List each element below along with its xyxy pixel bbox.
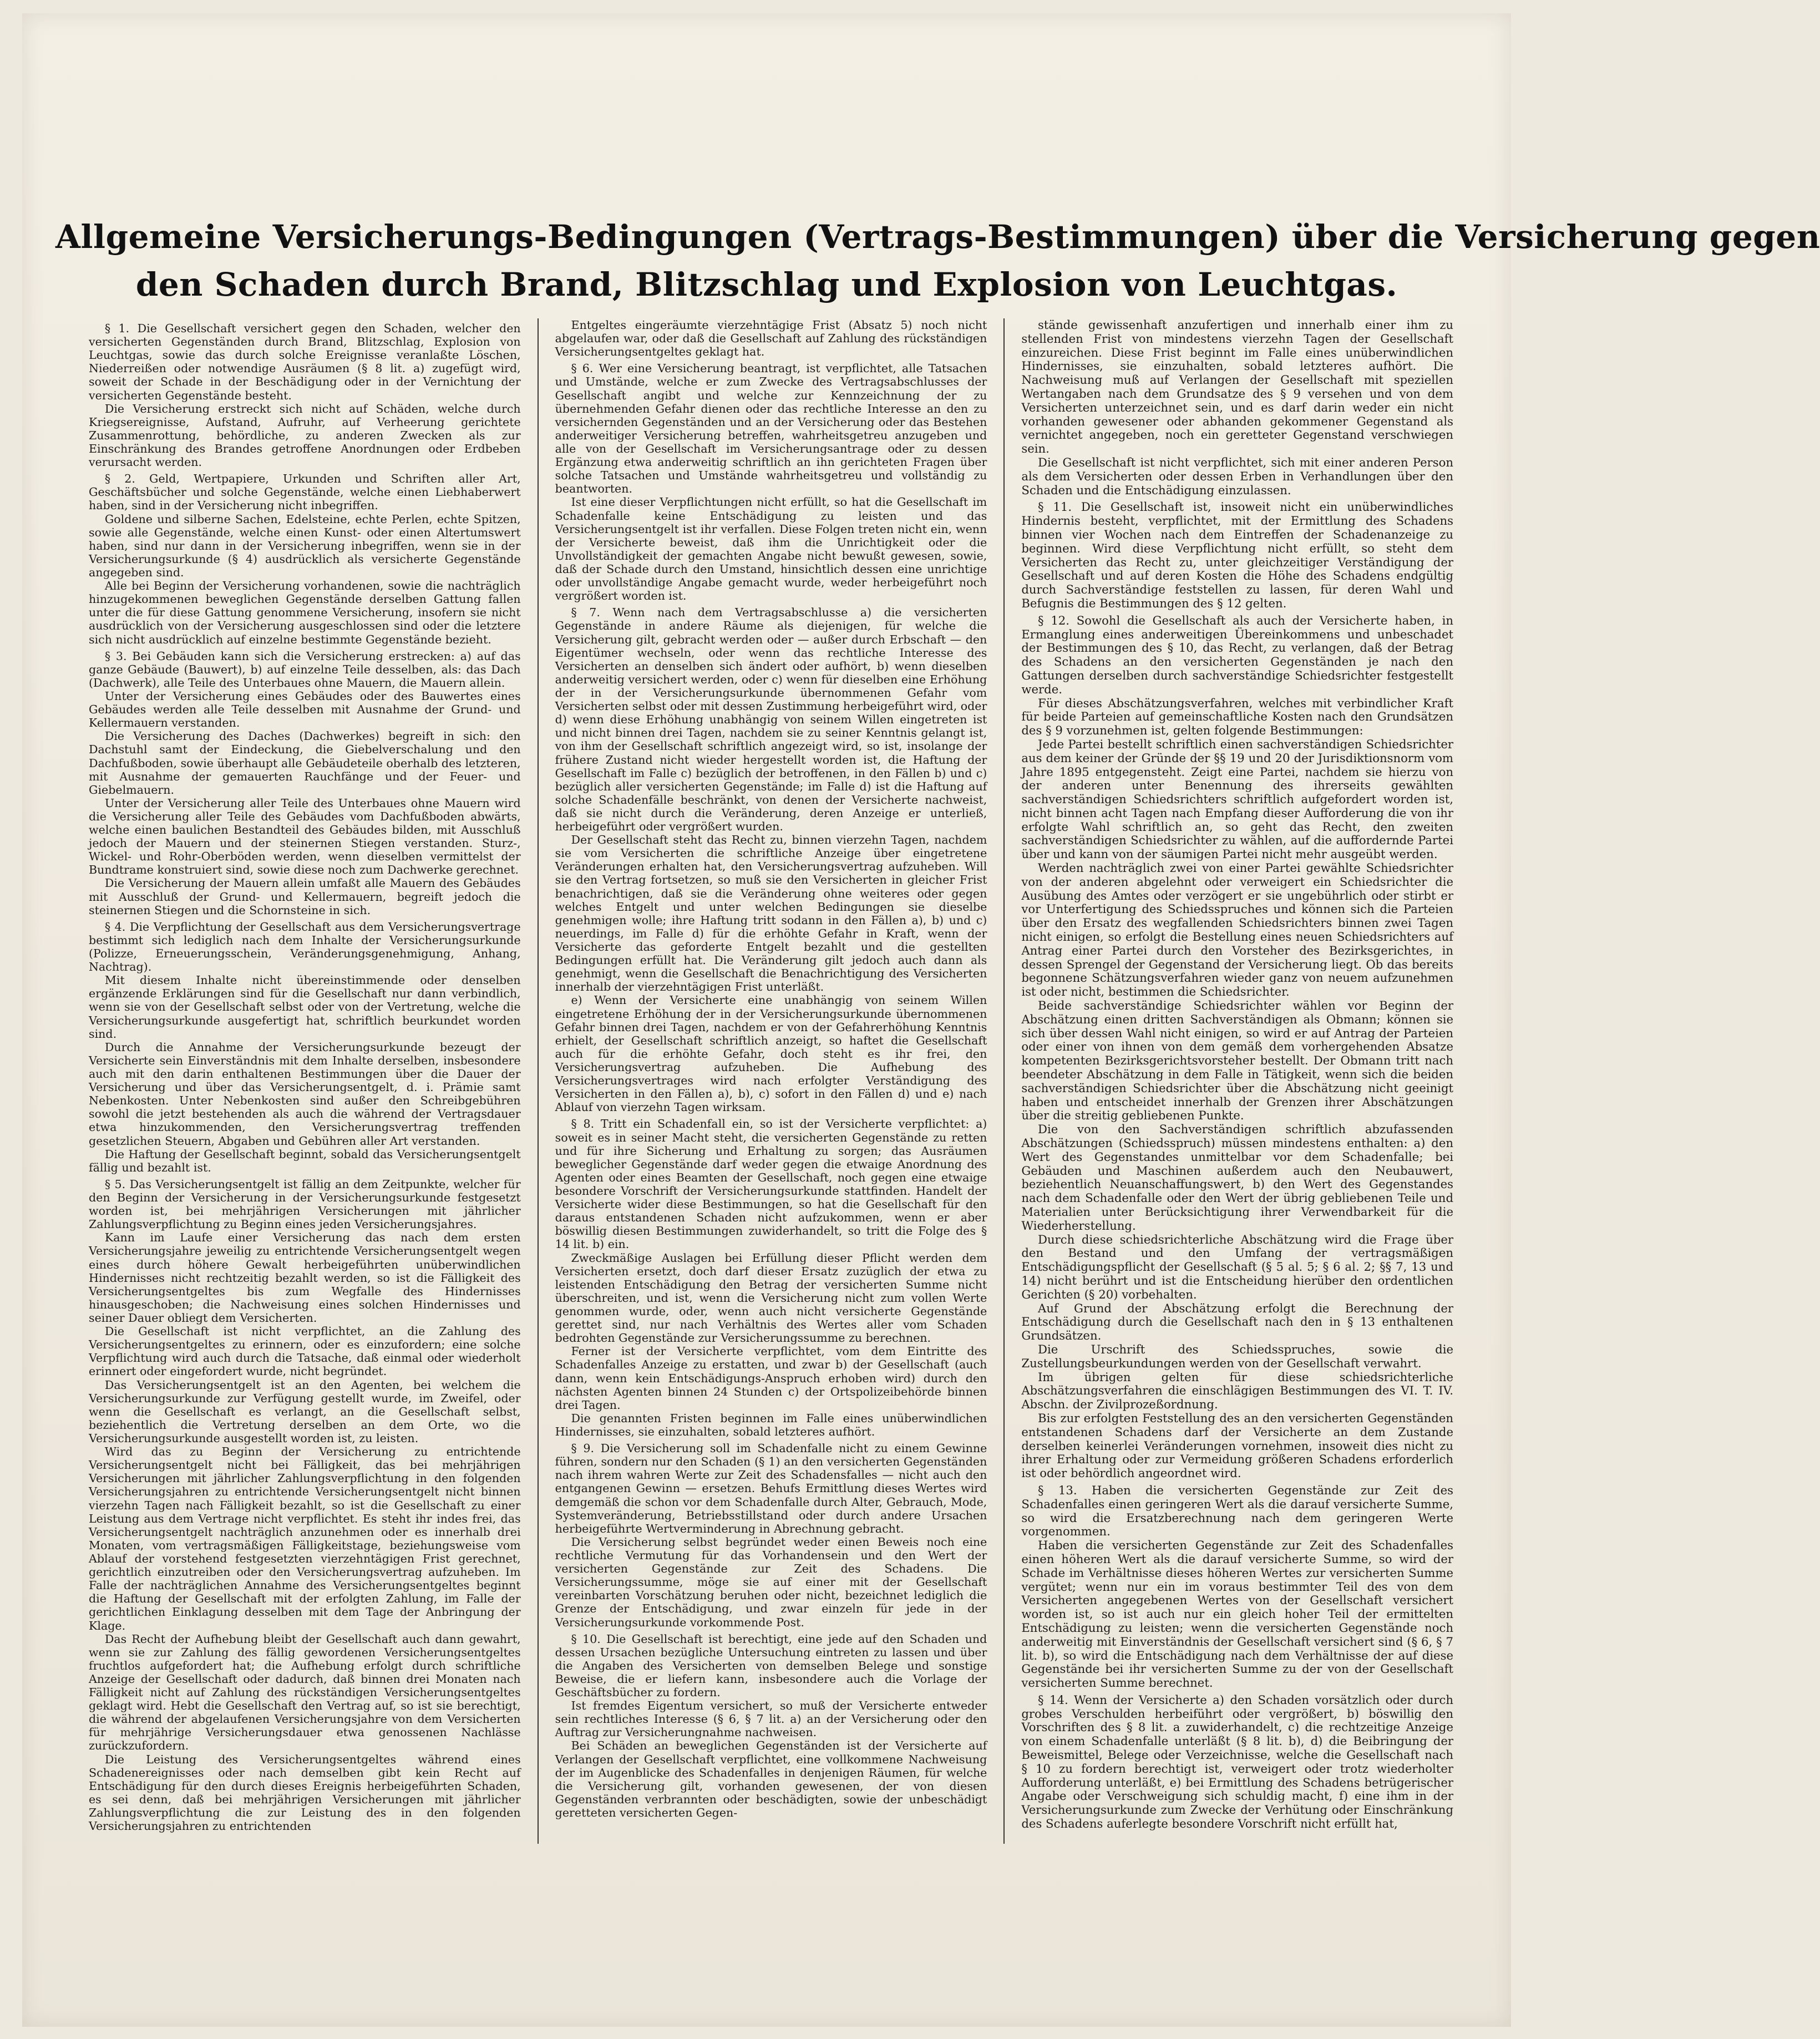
text-column-right — [1003, 318, 1470, 1844]
paragraph: e) Wenn der Versicherte eine unabhängig von seinem Willen eingetretene Erhöhung der in der Versicherungsurkunde übernommenen Gefahr binnen drei Tagen, nachdem er von der Gefahrerhöhung Kenntnis erhielt, der Gesellschaft schriftlich anzeigt, so haftet die Gesellschaft auch für die erhöhte Gefahr, doch steht es ihr frei, den Versicherungsvertrag aufzuheben. Die Aufhebung des Versicherungsvertrages wird nach erfolgter Verständigung des Versicherten in den Fällen a), b), c) sofort in den Fällen d) und e) nach Ablauf von vierzehn Tagen wirksam. — [555, 993, 987, 1114]
paragraph: Die Versicherung der Mauern allein umfaßt alle Mauern des Gebäudes mit Ausschluß der Grund- und Kellermauern, begreift jedoch die steinernen Stiegen und die Schornsteine in sich. — [89, 876, 521, 917]
paragraph: § 13. Haben die versicherten Gegenstände zur Zeit des Schadenfalles einen geringeren Wert als die darauf versicherte Summe, so wird die Ersatzberechnung nach dem geringeren Werte vorgenommen. — [1021, 1483, 1454, 1539]
paragraph: Kann im Laufe einer Versicherung das nach dem ersten Versicherungsjahre jeweilig zu entrichtende Versicherungsentgelt wegen eines durch höhere Gewalt herbeigeführten unüberwindlichen Hindernisses nicht rechtzeitig bezahlt werden, so ist die Fälligkeit des Versicherungsentgeltes bis zum Wegfalle des Hindernisses hinausgeschoben; die Nachweisung eines solchen Hindernisses und seiner Dauer obliegt dem Versicherten. — [89, 1231, 521, 1325]
paragraph: Die Leistung des Versicherungsentgeltes während eines Schadenereignisses oder nach demselben gibt kein Recht auf Entschädigung für den durch dieses Ereignis herbeigeführten Schaden, es sei denn, daß bei mehrjährigen Versicherungen mit jährlicher Zahlungsverpflichtung die zur Leistung des in den folgenden Versicherungsjahren zu entrichtenden — [89, 1752, 521, 1833]
paragraph: § 14. Wenn der Versicherte a) den Schaden vorsätzlich oder durch grobes Verschulden herbeiführt oder vergrößert, b) böswillig den Vorschriften des § 8 lit. a zuwiderhandelt, c) die rechtzeitige Anzeige von einem Schadenfalle unterläßt (§ 8 lit. b), d) die Beibringung der Beweismittel, Belege oder Verzeichnisse, welche die Gesellschaft nach § 10 zu fordern berechtigt ist, verweigert oder trotz wiederholter Aufforderung unterläßt, e) bei Ermittlung des Schadens betrügerischer Angabe oder Verschweigung sich schuldig macht, f) eine ihm in der Versicherungsurkunde zum Zwecke der Verhütung oder Einschränkung des Schadens auferlegte besondere Vorschrift nicht erfüllt hat, — [1021, 1692, 1454, 1831]
paragraph: Der Gesellschaft steht das Recht zu, binnen vierzehn Tagen, nachdem sie vom Versicherten die schriftliche Anzeige über eingetretene Veränderungen erhalten hat, den Versicherungsvertrag aufzuheben. Will sie den Vertrag fortsetzen, so muß sie den Versicherten in gleicher Frist benachrichtigen, daß sie die Veränderung ohne weiteres oder gegen welches Entgelt und unter welchen Bedingungen sie dieselbe genehmigen wolle; ihre Haftung tritt sodann in den Fällen a), b) und c) neuerdings, im Falle d) für die erhöhte Gefahr in Kraft, wenn der Versicherte das geforderte Entgelt bezahlt und die gestellten Bedingungen erfüllt hat. Die Veränderung gilt jedoch auch dann als genehmigt, wenn die Gesellschaft die Benachrichtigung des Versicherten innerhalb der vierzehntägigen Frist unterläßt. — [555, 833, 987, 994]
paragraph: § 11. Die Gesellschaft ist, insoweit nicht ein unüberwindliches Hindernis besteht, verpflichtet, mit der Ermittlung des Schadens binnen vier Wochen nach dem Eintreffen der Schadenanzeige zu beginnen. Wird diese Verpflichtung nicht erfüllt, so steht dem Versicherten das Recht zu, unter gleichzeitiger Verständigung der Gesellschaft und auf deren Kosten die Höhe des Schadens endgültig durch Sachverständige feststellen zu lassen, für deren Wahl und Befugnis die Bestimmungen des § 12 gelten. — [1021, 500, 1454, 610]
paragraph: § 7. Wenn nach dem Vertragsabschlusse a) die versicherten Gegenstände in andere Räume als diejenigen, für welche die Versicherung gilt, gebracht werden oder — außer durch Erbschaft — den Eigentümer wechseln, oder wenn das rechtliche Interesse des Versicherten an denselben sich ändert oder aufhört, b) wenn dieselben anderweitig versichert werden, oder c) wenn für dieselben eine Erhöhung der in der Versicherungsurkunde übernommenen Gefahr vom Versicherten selbst oder mit dessen Zustimmung herbeigeführt wird, oder d) wenn diese Erhöhung unabhängig von seinem Willen eingetreten ist und nicht binnen drei Tagen, nachdem sie zu seiner Kenntnis gelangt ist, von ihm der Gesellschaft schriftlich angezeigt wird, so ist, insolange der frühere Zustand nicht wieder hergestellt worden ist, die Haftung der Gesellschaft im Falle c) bezüglich der betroffenen, in den Fällen b) und c) bezüglich aller versicherten Gegenstände; im Falle d) ist die Haftung auf solche Schadenfälle beschränkt, von denen der Versicherte nachweist, daß sie nicht durch die Veränderung, deren Anzeige er unterließ, herbeigeführt oder vergrößert wurden. — [555, 606, 987, 834]
paragraph: § 10. Die Gesellschaft ist berechtigt, eine jede auf den Schaden und dessen Ursachen bezügliche Untersuchung eintreten zu lassen und über die Angaben des Versicherten von demselben Belege und sonstige Beweise, die er liefern kann, insbesondere auch die Vorlage der Geschäftsbücher zu fordern. — [555, 1632, 987, 1700]
text-column-middle — [538, 318, 1004, 1844]
text-column-left — [72, 318, 538, 1844]
paragraph: Goldene und silberne Sachen, Edelsteine, echte Perlen, echte Spitzen, sowie alle Gegenstände, welche einen Kunst- oder einen Altertumswert haben, sind nur dann in der Versicherung inbegriffen, wenn sie in der Versicherungsurkunde (§ 4) ausdrücklich als versicherte Gegenstände angegeben sind. — [89, 512, 521, 579]
paragraph: Die genannten Fristen beginnen im Falle eines unüberwindlichen Hindernisses, sie einzuhalten, sobald letzteres aufhört. — [555, 1411, 987, 1438]
paragraph: § 4. Die Verpflichtung der Gesellschaft aus dem Versicherungsvertrage bestimmt sich lediglich nach dem Inhalte der Versicherungsurkunde (Polizze, Erneuerungsschein, Veränderungsgenehmigung, Anhang, Nachtrag). — [89, 920, 521, 974]
paragraph: Zweckmäßige Auslagen bei Erfüllung dieser Pflicht werden dem Versicherten ersetzt, doch darf dieser Ersatz zuzüglich der etwa zu leistenden Entschädigung den Betrag der versicherten Summe nicht überschreiten, und ist, wenn die Versicherung nicht zum vollen Werte genommen wurde, oder, wenn auch nicht versicherte Gegenstände gerettet sind, nur nach Verhältnis des Wertes aller vom Schaden bedrohten Gegenstände zur Versicherungssumme zu berechnen. — [555, 1251, 987, 1345]
paragraph: Wird das zu Beginn der Versicherung zu entrichtende Versicherungsentgelt nicht bei Fälligkeit, das bei mehrjährigen Versicherungen mit jährlicher Zahlungsverpflichtung in den folgenden Versicherungsjahren zu entrichtende Versicherungsentgelt nicht binnen vierzehn Tagen nach Fälligkeit bezahlt, so ist die Gesellschaft zu einer Leistung aus dem Vertrage nicht verpflichtet. Es steht ihr indes frei, das Versicherungsentgelt nachträglich anzunehmen oder es innerhalb drei Monaten, vom vertragsmäßigen Fälligkeitstage, beziehungsweise vom Ablauf der vorstehend festgesetzten vierzehntägigen Frist gerechnet, gerichtlich einzutreiben oder den Versicherungsvertrag aufzuheben. Im Falle der nachträglichen Annahme des Versicherungsentgeltes beginnt die Haftung der Gesellschaft mit der erfolgten Zahlung, im Falle der gerichtlichen Einklagung desselben mit dem Tage der Anbringung der Klage. — [89, 1445, 521, 1632]
paragraph: Alle bei Beginn der Versicherung vorhandenen, sowie die nachträglich hinzugekommenen beweglichen Gegenstände derselben Gattung fallen unter die für diese Gattung genommene Versicherung, insofern sie nicht ausdrücklich von der Versicherung ausgeschlossen sind oder die letztere sich nicht ausdrücklich auf einzelne bestimmte Gegenstände bezieht. — [89, 579, 521, 646]
paragraph: stände gewissenhaft anzufertigen und innerhalb einer ihm zu stellenden Frist von mindestens vierzehn Tagen der Gesellschaft einzureichen. Diese Frist beginnt im Falle eines unüberwindlichen Hindernisses, sie einzuhalten, sobald letzteres aufhört. Die Nachweisung muß auf Verlangen der Gesellschaft mit speziellen Wertangaben nach dem Grundsatze des § 9 versehen und von dem Versicherten unterzeichnet sein, und es darf darin weder ein nicht vorhanden gewesener oder abhanden gekommener Gegenstand als vernichtet angegeben, noch ein geretteter Gegenstand verschwiegen sein. — [1021, 318, 1454, 456]
paragraph: Die Versicherung des Daches (Dachwerkes) begreift in sich: den Dachstuhl samt der Eindeckung, die Giebelverschalung und den Dachfußboden, sowie überhaupt alle Gebäudeteile oberhalb des letzteren, mit Ausnahme der gemauerten Rauchfänge und der Feuer- und Giebelmauern. — [89, 729, 521, 797]
paragraph: Das Versicherungsentgelt ist an den Agenten, bei welchem die Versicherungsurkunde zur Verfügung gestellt wurde, im Zweifel, oder wenn die Gesellschaft es verlangt, an die Gesellschaft selbst, beziehentlich die Vertretung derselben an dem Orte, wo die Versicherungsurkunde ausgestellt worden ist, zu leisten. — [89, 1378, 521, 1445]
paragraph: Das Recht der Aufhebung bleibt der Gesellschaft auch dann gewahrt, wenn sie zur Zahlung des fällig gewordenen Versicherungsentgeltes fruchtlos aufgefordert hat; die Aufhebung erfolgt durch schriftliche Anzeige der Gesellschaft oder dadurch, daß binnen drei Monaten nach Fälligkeit nicht auf Zahlung des rückständigen Versicherungsentgeltes geklagt wird. Hebt die Gesellschaft den Vertrag auf, so ist sie berechtigt, die während der abgelaufenen Versicherungsjahre von dem Versicherten für mehrjährige Versicherungsdauer etwa genossenen Nachlässe zurückzufordern. — [89, 1632, 521, 1753]
paragraph: Durch die Annahme der Versicherungsurkunde bezeugt der Versicherte sein Einverständnis mit dem Inhalte derselben, insbesondere auch mit den darin enthaltenen Bestimmungen über die Dauer der Versicherung und über das Versicherungsentgelt, d. i. Prämie samt Nebenkosten. Unter Nebenkosten sind außer den Schreibgebühren sowohl die jetzt bestehenden als auch die während der Vertragsdauer etwa hinzukommenden, den Versicherungsvertrag treffenden gesetzlichen Steuern, Abgaben und Gebühren aller Art verstanden. — [89, 1040, 521, 1148]
paragraph: Ist eine dieser Verpflichtungen nicht erfüllt, so hat die Gesellschaft im Schadenfalle keine Entschädigung zu leisten und das Versicherungsentgelt ist ihr verfallen. Diese Folgen treten nicht ein, wenn der Versicherte beweist, daß ihm die Unrichtigkeit oder die Unvollständigkeit der gemachten Angabe nicht bewußt gewesen, sowie, daß der Schade durch den Umstand, hinsichtlich dessen eine unrichtige oder unvollständige Angabe gemacht wurde, weder herbeigeführt noch vergrößert worden ist. — [555, 495, 987, 603]
paragraph: Die Urschrift des Schiedsspruches, sowie die Zustellungsbeurkundungen werden von der Gesellschaft verwahrt. — [1021, 1342, 1454, 1370]
paragraph: Auf Grund der Abschätzung erfolgt die Berechnung der Entschädigung durch die Gesellschaft nach den in § 13 enthaltenen Grundsätzen. — [1021, 1301, 1454, 1343]
document-title — [55, 213, 1820, 308]
paragraph: Bis zur erfolgten Feststellung des an den versicherten Gegenständen entstandenen Schadens darf der Versicherte an dem Zustande derselben keinerlei Veränderungen vornehmen, insoweit dies nicht zu ihrer Erhaltung oder zur Vermeidung größeren Schadens erforderlich ist oder behördlich angeordnet wird. — [1021, 1411, 1454, 1480]
paragraph: Entgeltes eingeräumte vierzehntägige Frist (Absatz 5) noch nicht abgelaufen war, oder daß die Gesellschaft auf Zahlung des rückständigen Versicherungsentgeltes geklagt hat. — [555, 318, 987, 359]
paragraph: Unter der Versicherung eines Gebäudes oder des Bauwertes eines Gebäudes werden alle Teile desselben mit Ausnahme der Grund- und Kellermauern verstanden. — [89, 689, 521, 730]
paragraph: Beide sachverständige Schiedsrichter wählen vor Beginn der Abschätzung einen dritten Sachverständigen als Obmann; können sie sich über dessen Wahl nicht einigen, so wird er auf Antrag der Parteien oder einer von ihnen von dem gemäß dem vorhergehenden Absatze kompetenten Bezirksgerichtsvorsteher bestellt. Der Obmann tritt nach beendeter Abschätzung in dem Falle in Tätigkeit, wenn sich die beiden sachverständigen Schiedsrichter über die Abschätzung nicht geeinigt haben und entscheidet innerhalb der Grenzen ihrer Abschätzungen über die streitig gebliebenen Punkte. — [1021, 998, 1454, 1123]
text-columns — [72, 318, 1470, 1844]
paragraph: Durch diese schiedsrichterliche Abschätzung wird die Frage über den Bestand und den Umfang der vertragsmäßigen Entschädigungspflicht der Gesellschaft (§ 5 al. 5; § 6 al. 2; §§ 7, 13 und 14) nicht berührt und ist die Entscheidung hierüber den ordentlichen Gerichten (§ 20) vorbehalten. — [1021, 1232, 1454, 1301]
paragraph: Die Versicherung erstreckt sich nicht auf Schäden, welche durch Kriegsereignisse, Aufstand, Aufruhr, auf Verheerung gerichtete Zusammenrottung, behördliche, zu anderen Zwecken als zur Einschränkung des Brandes getroffene Anordnungen oder Erdbeben verursacht werden. — [89, 402, 521, 469]
paragraph: § 3. Bei Gebäuden kann sich die Versicherung erstrecken: a) auf das ganze Gebäude (Bauwert), b) auf einzelne Teile desselben, als: das Dach (Dachwerk), alle Teile des Unterbaues ohne Mauern, die Mauern allein. — [89, 649, 521, 689]
paragraph: Die Versicherung selbst begründet weder einen Beweis noch eine rechtliche Vermutung für das Vorhandensein und den Wert der versicherten Gegenstände zur Zeit des Schadens. Die Versicherungssumme, möge sie auf einer mit der Gesellschaft vereinbarten Vorschätzung beruhen oder nicht, bezeichnet lediglich die Grenze der Entschädigung, und zwar einzeln für jede in der Versicherungsurkunde vorkommende Post. — [555, 1535, 987, 1629]
title-line-1: Allgemeine Versicherungs-Bedingungen (Vertrags-Bestimmungen) über die Versicherung gegen — [55, 218, 1820, 256]
paragraph: Für dieses Abschätzungsverfahren, welches mit verbindlicher Kraft für beide Parteien auf gemeinschaftliche Kosten nach den Grundsätzen des § 9 vorzunehmen ist, gelten folgende Bestimmungen: — [1021, 696, 1454, 738]
paragraph: Unter der Versicherung aller Teile des Unterbaues ohne Mauern wird die Versicherung aller Teile des Gebäudes vom Dachfußboden abwärts, welche einen baulichen Bestandteil des Gebäudes bilden, mit Ausschluß jedoch der Mauern und der steinernen Stiegen verstanden. Sturz-, Wickel- und Rohr-Oberböden werden, wenn dieselben vermittelst der Bundtrame konstruiert sind, sowie diese noch zum Dachwerke gerechnet. — [89, 796, 521, 877]
document-sheet — [22, 13, 1820, 2027]
paragraph: Ferner ist der Versicherte verpflichtet, vom dem Eintritte des Schadenfalles Anzeige zu erstatten, und zwar b) der Gesellschaft (auch dann, wenn kein Entschädigungs-Anspruch erhoben wird) durch den nächsten Agenten binnen 24 Stunden c) der Ortspolizeibehörde binnen drei Tagen. — [555, 1345, 987, 1412]
paragraph: Mit diesem Inhalte nicht übereinstimmende oder denselben ergänzende Erklärungen sind für die Gesellschaft nur dann verbindlich, wenn sie von der Gesellschaft selbst oder von der Vertretung, welche die Versicherungsurkunde ausgefertigt hat, schriftlich beurkundet worden sind. — [89, 973, 521, 1041]
paragraph: § 2. Geld, Wertpapiere, Urkunden und Schriften aller Art, Geschäftsbücher und solche Gegenstände, welche einen Liebhaberwert haben, sind in der Versicherung nicht inbegriffen. — [89, 472, 521, 513]
paragraph: § 5. Das Versicherungsentgelt ist fällig an dem Zeitpunkte, welcher für den Beginn der Versicherung in der Versicherungsurkunde festgesetzt worden ist, bei mehrjährigen Versicherungen mit jährlicher Zahlungsverpflichtung zu Beginn eines jeden Versicherungsjahres. — [89, 1177, 521, 1231]
paragraph: Ist fremdes Eigentum versichert, so muß der Versicherte entweder sein rechtliches Interesse (§ 6, § 7 lit. a) an der Versicherung oder den Auftrag zur Versicherungnahme nachweisen. — [555, 1699, 987, 1739]
paragraph: Haben die versicherten Gegenstände zur Zeit des Schadenfalles einen höheren Wert als die darauf versicherte Summe, so wird der Schade im Verhältnisse dieses höheren Wertes zur versicherten Summe vergütet; wenn nur ein im voraus bestimmter Teil des von dem Versicherten angegebenen Wertes von der Gesellschaft versichert worden ist, so ist auch nur ein gleich hoher Teil der ermittelten Entschädigung zu leisten; wenn die versicherten Gegenstände noch anderweitig mit Einverständnis der Gesellschaft versichert sind (§ 6, § 7 lit. b), so wird die Entschädigung nach dem Verhältnisse der auf diese Gegenstände bei ihr versicherten Summe zu der von der Gesellschaft versicherten Summe berechnet. — [1021, 1538, 1454, 1690]
paragraph: § 8. Tritt ein Schadenfall ein, so ist der Versicherte verpflichtet: a) soweit es in seiner Macht steht, die versicherten Gegenstände zu retten und für ihre Sicherung und Erhaltung zu sorgen; das Ausräumen beweglicher Gegenstände darf weder gegen die etwaige Anordnung des Agenten oder eines Beamten der Gesellschaft, noch gegen eine etwaige besondere Vorschrift der Versicherungsurkunde stattfinden. Handelt der Versicherte wider diese Bestimmungen, so hat die Gesellschaft für den daraus entstandenen Schaden nicht aufzukommen, wenn er aber böswillig diesen Bestimmungen zuwiderhandelt, so tritt die Folge des § 14 lit. b) ein. — [555, 1117, 987, 1251]
title-line-2: den Schaden durch Brand, Blitzschlag und Explosion von Leuchtgas. — [135, 266, 1398, 303]
paragraph: Die von den Sachverständigen schriftlich abzufassenden Abschätzungen (Schiedsspruch) müssen mindestens enthalten: a) den Wert des Gegenstandes unmittelbar vor dem Schadenfalle; bei Gebäuden und Maschinen außerdem auch den Neubauwert, beziehentlich Neuanschaffungswert, b) den Wert des Gegenstandes nach dem Schadenfalle oder den Wert der übrig gebliebenen Teile und Materialien unter Berücksichtigung ihrer Verwendbarkeit für die Wiederherstellung. — [1021, 1122, 1454, 1232]
paragraph: Werden nachträglich zwei von einer Partei gewählte Schiedsrichter von der anderen abgelehnt oder verweigert ein Schiedsrichter die Ausübung des Amtes oder verzögert er sie ungebührlich oder stirbt er vor Unterfertigung des Schiedsspruches und können sich die Parteien über den Ersatz des wegfallenden Schiedsrichters binnen zwei Tagen nicht einigen, so erfolgt die Bestellung eines neuen Schiedsrichters auf Antrag einer Partei durch den Vorsteher des Bezirksgerichtes, in dessen Sprengel der Gegenstand der Versicherung liegt. Ob das bereits begonnene Schätzungsverfahren wieder ganz von neuem aufzunehmen ist oder nicht, bestimmen die Schiedsrichter. — [1021, 861, 1454, 999]
paragraph: § 9. Die Versicherung soll im Schadenfalle nicht zu einem Gewinne führen, sondern nur den Schaden (§ 1) an den versicherten Gegenständen nach ihrem wahren Werte zur Zeit des Schadensfalles — nicht auch den entgangenen Gewinn — ersetzen. Behufs Ermittlung dieses Wertes wird demgemäß die schon vor dem Schadenfalle durch Alter, Gebrauch, Mode, Systemveränderung, Betriebsstillstand oder durch andere Ursachen herbeigeführte Wertverminderung in Abrechnung gebracht. — [555, 1442, 987, 1535]
paragraph: § 1. Die Gesellschaft versichert gegen den Schaden, welcher den versicherten Gegenständen durch Brand, Blitzschlag, Explosion von Leuchtgas, sowie das durch solche Ereignisse veranlaßte Löschen, Niederreißen oder notwendige Ausräumen (§ 8 lit. a) zugefügt wird, soweit der Schade in der Beschädigung oder in der Vernichtung der versicherten Gegenstände besteht. — [89, 322, 521, 402]
paragraph: Im übrigen gelten für diese schiedsrichterliche Abschätzungsverfahren die einschlägigen Bestimmungen des VI. T. IV. Abschn. der Zivilprozeßordnung. — [1021, 1370, 1454, 1412]
paragraph: Die Gesellschaft ist nicht verpflichtet, an die Zahlung des Versicherungsentgeltes zu erinnern, oder es einzufordern; eine solche Verpflichtung wird auch durch die Tatsache, daß einmal oder wiederholt erinnert oder eingefordert wurde, nicht begründet. — [89, 1325, 521, 1378]
paragraph: Die Gesellschaft ist nicht verpflichtet, sich mit einer anderen Person als dem Versicherten oder dessen Erben in Verhandlungen über den Schaden und die Entschädigung einzulassen. — [1021, 455, 1454, 497]
paragraph: Bei Schäden an beweglichen Gegenständen ist der Versicherte auf Verlangen der Gesellschaft verpflichtet, eine vollkommene Nachweisung der im Augenblicke des Schadenfalles in denjenigen Räumen, für welche die Versicherung gilt, vorhanden gewesenen, der von diesen Gegenständen verbrannten oder beschädigten, sowie der unbeschädigt geretteten versicherten Gegen- — [555, 1739, 987, 1820]
paragraph: § 6. Wer eine Versicherung beantragt, ist verpflichtet, alle Tatsachen und Umstände, welche er zum Zwecke des Vertragsabschlusses der Gesellschaft angibt und welche zur Kennzeichnung der zu übernehmenden Gefahr dienen oder das rechtliche Interesse an den zu versichernden Gegenständen und an der Versicherung oder das Bestehen anderweitiger Versicherung betreffen, wahrheitsgetreu anzugeben und alle von der Gesellschaft im Versicherungsantrage oder zu dessen Ergänzung etwa anderweitig schriftlich an ihn gerichteten Fragen über solche Tatsachen und Umstände wahrheitsgetreu und vollständig zu beantworten. — [555, 362, 987, 496]
paragraph: Die Haftung der Gesellschaft beginnt, sobald das Versicherungsentgelt fällig und bezahlt ist. — [89, 1147, 521, 1174]
paragraph: § 12. Sowohl die Gesellschaft als auch der Versicherte haben, in Ermanglung eines anderweitigen Übereinkommens und unbeschadet der Bestimmungen des § 10, das Recht, zu verlangen, daß der Betrag des Schadens an den versicherten Gegenständen je nach den Gattungen derselben durch sachverständige Schiedsrichter festgestellt werde. — [1021, 613, 1454, 696]
paragraph: Jede Partei bestellt schriftlich einen sachverständigen Schiedsrichter aus dem keiner der Gründe der §§ 19 und 20 der Jurisdiktionsnorm vom Jahre 1895 entgegensteht. Zeigt eine Partei, nachdem sie hierzu von der anderen unter Benennung des ihrerseits gewählten sachverständigen Schiedsrichters schriftlich aufgefordert worden ist, nicht binnen acht Tagen nach Empfang dieser Aufforderung die von ihr erfolgte Wahl schriftlich an, so geht das Recht, den zweiten sachverständigen Schiedsrichter zu wählen, auf die auffordernde Partei über und kann von der säumigen Partei nicht mehr ausgeübt werden. — [1021, 737, 1454, 861]
